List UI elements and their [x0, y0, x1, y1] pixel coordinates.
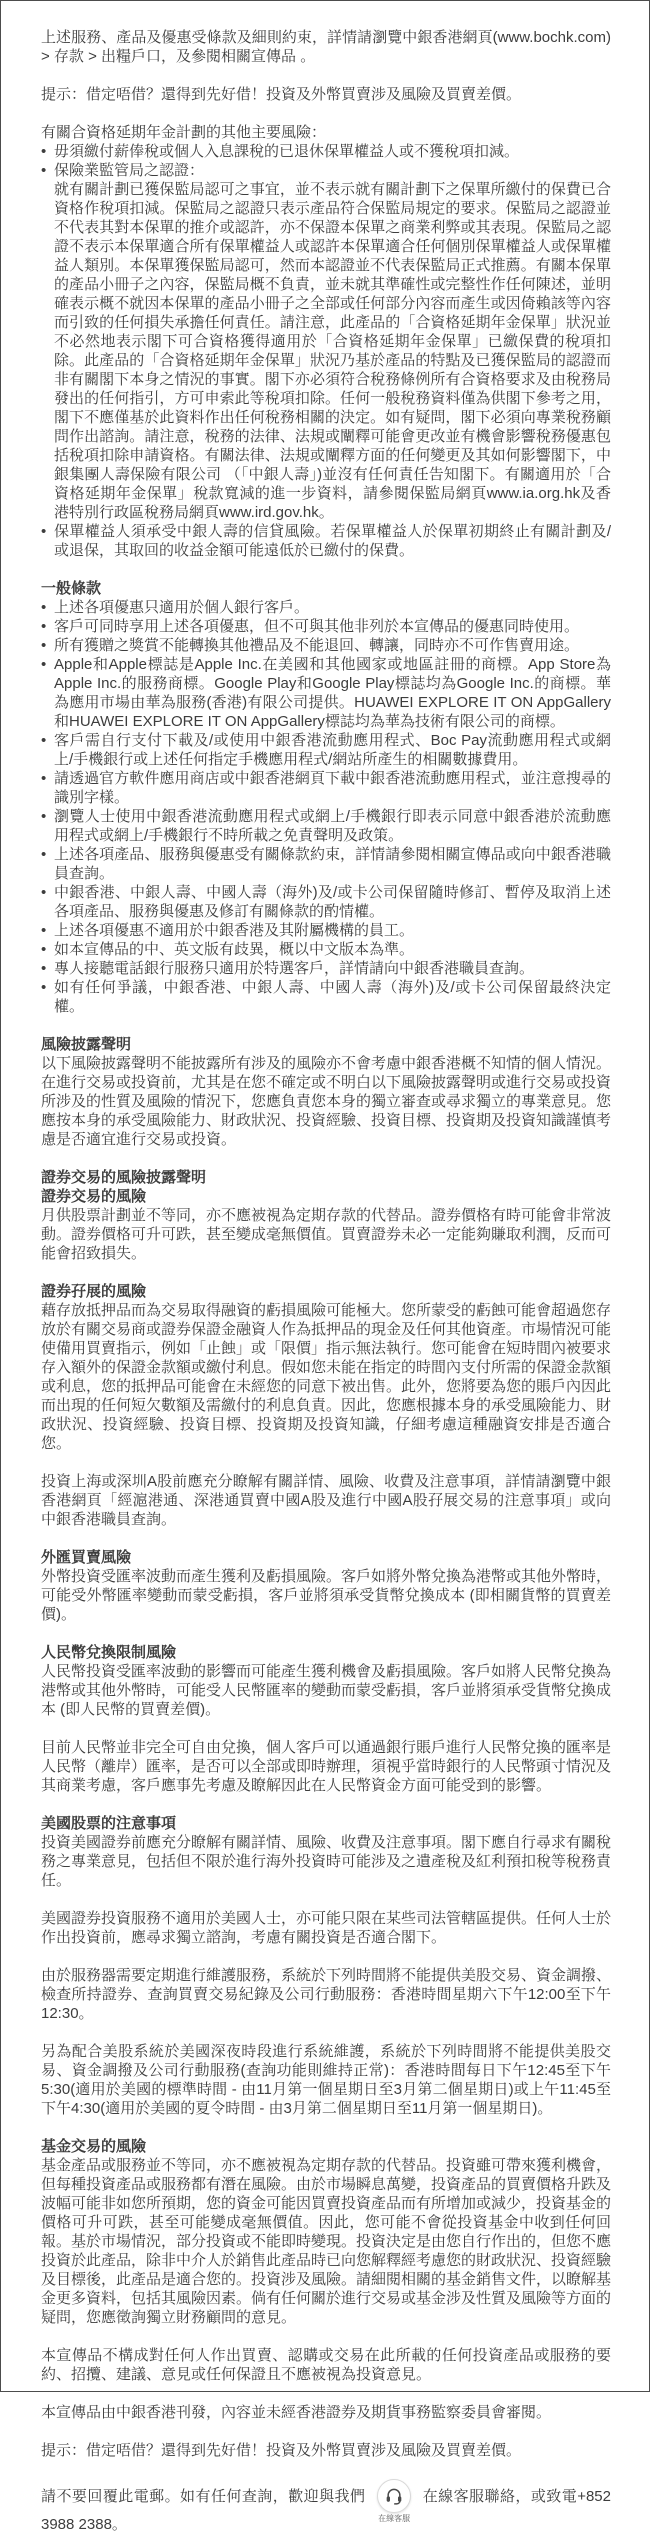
- list-item: [41, 807, 611, 845]
- margin-trading-risk-heading: 證券孖展的風險: [41, 1283, 147, 1300]
- list-item: [41, 978, 611, 1016]
- credit-risk-note: 保單權益人須承受中銀人壽的信貸風險。若保單權益人於保單初期終止有關計劃及/或退保，其取回的收益金額可能遠低於已繳付的保費。: [54, 523, 611, 559]
- list-item: [41, 845, 611, 883]
- securities-trading-risk-heading: 證券交易的風險: [41, 1188, 147, 1205]
- borrow-reminder-top: 提示：借定唔借？還得到先好借！投資及外幣買賣涉及風險及買賣差價。: [41, 86, 522, 103]
- securities-risk-disclosure-heading: 證券交易的風險披露聲明: [41, 1169, 207, 1186]
- online-customer-service-button[interactable]: [376, 2479, 412, 2523]
- margin-trading-risk-body: 藉存放抵押品而為交易取得融資的虧損風險可能極大。您所蒙受的虧蝕可能會超過您存放於有關交易商或證券保證金融資人作為抵押品的現金及任何其他資產。市場情況可能使備用買賣指示，例如「止蝕」或「限價」指示無法執行。您可能會在短時間內被要求存入額外的保證金款額或繳付利息。假如您未能在指定的時間內支付所需的保證金款額或利息，您的抵押品可能會在未經您的同意下被出售。此外，您將要為您的賬戶內因此而出現的任何短欠數額及需繳付的利息負責。因此，您應根據本身的承受風險能力、財政狀況、投資經驗、投資目標、投資期及投資知識，仔細考慮這種融資安排是否適合您。: [41, 1302, 612, 1452]
- us-stocks-notes-heading: 美國股票的注意事項: [41, 1815, 177, 1832]
- general-term-text: 瀏覽人士使用中銀香港流動應用程式或網上/手機銀行即表示同意中銀香港於流動應用程式或網上/手機銀行不時所載之免責聲明及政策。: [54, 808, 611, 844]
- us-stocks-maintenance-note-1: 由於服務器需要定期進行維護服務，系統於下列時間將不能提供美股交易、資金調撥、檢查所持證券、查詢買賣交易紀錄及公司行動服務：香港時間星期六下午12:00至下午12:30。: [41, 1967, 612, 2022]
- risk-disclosure-body: 以下風險披露聲明不能披露所有涉及的風險亦不會考慮中銀香港概不知情的個人情況。在進行交易或投資前，尤其是在您不確定或不明白以下風險披露聲明或進行交易或投資所涉及的性質及風險的情況下，您應負責您本身的獨立審查或尋求獨立的專業意見。您應按本身的承受風險能力、財政狀況、投資經驗、投資目標、投資期及投資知識謹慎考慮是否適宜進行交易或投資。: [41, 1055, 612, 1148]
- annuity-risk-tax-note: 毋須繳付薪俸稅或個人入息課稅的已退休保單權益人或不獲稅項扣減。: [54, 143, 520, 160]
- list-item: [41, 522, 611, 560]
- borrow-reminder-bottom: 提示：借定唔借？還得到先好借！投資及外幣買賣涉及風險及買賣差價。: [41, 2442, 522, 2459]
- general-term-text: 請透過官方軟件應用商店或中銀香港網頁下載中銀香港流動應用程式，並注意搜尋的識別字樣。: [54, 770, 611, 806]
- risk-disclosure-heading: 風險披露聲明: [41, 1036, 132, 1053]
- a-share-investment-note: 投資上海或深圳A股前應充分瞭解有關詳情、風險、收費及注意事項，詳情請瀏覽中銀香港網頁「經滬港通、深港通買賣中國A股及進行中國A股孖展交易的注意事項」或向中銀香港職員查詢。: [41, 1473, 611, 1528]
- us-stocks-maintenance-note-2: 另為配合美股系統於美國深夜時段進行系統維護，系統於下列時間將不能提供美股交易、資金調撥及公司行動服務(查詢功能則維持正常)：香港時間每日下午12:45至下午5:30(適用於美國的標準時間 - 由11月第一個星期日至3月第二個星期日)或上午11:45至下午4:30(適用於美國的夏令時間 - 由3月第二個星期日至11月第一個星期日)。: [41, 2043, 611, 2117]
- annuity-risks-heading: 有關合資格延期年金計劃的其他主要風險：: [41, 124, 327, 141]
- no-offer-disclaimer: 本宣傳品不構成對任何人作出買賣、認購或交易在此所載的任何投資產品或服務的要約、招攬、建議、意見或任何保證且不應被視為投資意見。: [41, 2347, 611, 2383]
- general-term-text: 上述各項產品、服務與優惠受有關條款約束，詳情請參閱相關宣傳品或向中銀香港職員查詢。: [54, 846, 611, 882]
- list-item: [41, 731, 611, 769]
- us-stocks-note-2: 美國證券投資服務不適用於美國人士，亦可能只限在某些司法管轄區提供。任何人士於作出投資前，應尋求獨立諮詢，考慮有關投資是否適合閣下。: [41, 1910, 612, 1946]
- list-item: [41, 142, 611, 161]
- rmb-conversion-risk-body-2: 目前人民幣並非完全可自由兌換，個人客戶可以通過銀行賬戶進行人民幣兌換的匯率是人民幣（離岸）匯率，是否可以全部或即時辦理，須視乎當時銀行的人民幣頭寸情況及其商業考慮，客戶應事先考慮及瞭解因此在人民幣資金方面可能受到的影響。: [41, 1739, 612, 1794]
- headset-icon: [377, 2479, 411, 2513]
- rmb-conversion-risk-heading: 人民幣兌換限制風險: [41, 1644, 177, 1661]
- general-term-text: 上述各項優惠只適用於個人銀行客戶。: [54, 599, 310, 616]
- sfc-disclaimer: 本宣傳品由中銀香港刊發，內容並未經香港證券及期貨事務監察委員會審閱。: [41, 2404, 552, 2421]
- securities-trading-risk-body: 月供股票計劃並不等同，亦不應被視為定期存款的代替品。證券價格有時可能會非常波動。證券價格可升可跌，甚至變成毫無價值。買賣證券未必一定能夠賺取利潤，反而可能會招致損失。: [41, 1207, 612, 1262]
- contact-footer: [41, 2479, 611, 2534]
- list-item: [41, 769, 611, 807]
- intro-paragraph: 上述服務、產品及優惠受條款及細則約束，詳情請瀏覽中銀香港網頁(www.bochk.com) > 存款 > 出糧戶口，及參閱相關宣傳品 。: [41, 29, 611, 65]
- general-terms-list: [41, 598, 611, 1016]
- general-terms-heading: 一般條款: [41, 580, 102, 597]
- fx-trading-risk-body: 外幣投資受匯率波動而產生獲利及虧損風險。客戶如將外幣兌換為港幣或其他外幣時，可能受外幣匯率變動而蒙受虧損，客戶並將須承受貨幣兌換成本 (即相關貨幣的買賣差價)。: [41, 1568, 612, 1623]
- general-term-text: 客戶可同時享用上述各項優惠，但不可與其他非列於本宣傳品的優惠同時使用。: [54, 618, 580, 635]
- list-item: [41, 655, 611, 731]
- rmb-conversion-risk-body-1: 人民幣投資受匯率波動的影響而可能產生獲利機會及虧損風險。客戶如將人民幣兌換為港幣或其他外幣時，可能受人民幣匯率的變動而蒙受虧損，客戶並將須承受貨幣兌換成本 (即人民幣的買賣差價)。: [41, 1663, 612, 1718]
- list-item: [41, 617, 611, 636]
- us-stocks-note-1: 投資美國證券前應充分瞭解有關詳情、風險、收費及注意事項。閣下應自行尋求有關稅務之專業意見，包括但不限於進行海外投資時可能涉及之遺產稅及紅利預扣稅等稅務責任。: [41, 1834, 612, 1889]
- fund-trading-risk-heading: 基金交易的風險: [41, 2138, 147, 2155]
- general-term-text: 如有任何爭議，中銀香港、中銀人壽、中國人壽（海外)及/或卡公司保留最終決定權。: [54, 979, 611, 1015]
- fund-trading-risk-body: 基金產品或服務並不等同，亦不應被視為定期存款的代替品。投資雖可帶來獲利機會，但每種投資產品或服務都有潛在風險。由於市場瞬息萬變，投資產品的買賣價格升跌及波幅可能非如您所預期，您的資金可能因買賣投資產品而有所增加或減少，投資基金的價格可升可跌，甚至可能變成毫無價值。因此，您可能不會從投資基金中收到任何回報。基於市場情況，部分投資或不能即時變現。投資決定是由您自行作出的，但您不應投資於此產品，除非中介人於銷售此產品時已向您解釋經考慮您的財政狀況、投資經驗及目標後，此產品是適合您的。投資涉及風險。請細閱相關的基金銷售文件，以瞭解基金更多資料，包括其風險因素。倘有任何關於進行交易或基金涉及性質及風險等方面的疑問，您應徵詢獨立財務顧問的意見。: [41, 2157, 612, 2326]
- footer-text-after-icon: 在線客服聯絡，或致電+852 3988 2388。: [41, 2487, 611, 2533]
- list-item: [41, 161, 611, 522]
- footer-text-before-icon: 請不要回覆此電郵。如有任何查詢，歡迎與我們: [41, 2487, 366, 2505]
- general-term-text: 如本宣傳品的中、英文版有歧異，概以中文版本為準。: [54, 941, 415, 958]
- list-item: [41, 598, 611, 617]
- list-item: [41, 959, 611, 978]
- fx-trading-risk-heading: 外匯買賣風險: [41, 1549, 132, 1566]
- list-item: [41, 883, 611, 921]
- general-term-text: Apple和Apple標誌是Apple Inc.在美國和其他國家或地區註冊的商標。App Store為Apple Inc.的服務商標。Google Play和Google Play標誌均為Google Inc.的商標。華為應用市場由華為服務(香港)有限公司提供。HUAWEI EXPLORE IT ON AppGallery和HUAWEI EXPLORE IT ON AppGallery標誌均為華為技術有限公司的商標。: [54, 656, 611, 730]
- general-term-text: 所有獲贈之獎賞不能轉換其他禮品及不能退回、轉讓，同時亦不可作售賣用途。: [54, 637, 580, 654]
- general-term-text: 專人接聽電話銀行服務只適用於特選客戶，詳情請向中銀香港職員查詢。: [54, 960, 535, 977]
- headset-icon-caption: 在線客服: [378, 2514, 411, 2523]
- general-term-text: 客戶需自行支付下載及/或使用中銀香港流動應用程式、Boc Pay流動應用程式或網上/手機銀行或上述任何指定手機應用程式/網站所產生的相關數據費用。: [54, 732, 611, 768]
- general-term-text: 中銀香港、中銀人壽、中國人壽（海外)及/或卡公司保留隨時修訂、暫停及取消上述各項產品、服務與優惠及修訂有關條款的酌情權。: [54, 884, 611, 920]
- annuity-risk-list: [41, 142, 611, 560]
- general-term-text: 上述各項優惠不適用於中銀香港及其附屬機構的員工。: [54, 922, 415, 939]
- list-item: [41, 921, 611, 940]
- list-item: [41, 940, 611, 959]
- ia-certification-title: • 保險業監管局之認證：: [54, 162, 205, 179]
- ia-certification-body: 就有關計劃已獲保監局認可之事宜，並不表示就有關計劃下之保單所繳付的保費已合資格作稅項扣減。保監局之認證只表示產品符合保監局規定的要求。保監局之認證並不代表其對本保單的推介或認許，亦不保證本保單之商業利弊或其表現。保監局之認證不表示本保單適合所有保單權益人或認許本保單適合任何個別保單權益人或保單權益人類別。本保單獲保監局認可，然而本認證並不代表保監局正式推薦。有關本保單的產品小冊子之內容，保監局概不負責，並未就其準確性或完整性作任何陳述，並明確表示概不就因本保單的產品小冊子之全部或任何部分內容而產生或因倚賴該等內容而引致的任何損失承擔任何責任。請注意，此產品的「合資格延期年金保單」狀況並不必然地表示閣下可合資格獲得適用於「合資格延期年金保單」已繳保費的稅項扣除。此產品的「合資格延期年金保單」狀況乃基於產品的特點及已獲保監局的認證而非有關閣下本身之情況的事實。閣下亦必須符合稅務條例所有合資格要求及由稅務局發出的任何指引，方可申索此等稅項扣除。任何一般稅務資料僅為供閣下參考之用，閣下不應僅基於此資料作出任何稅務相關的決定。如有疑問，閣下必須向專業稅務顧問作出諮詢。請注意，稅務的法律、法規或闡釋可能會更改並有機會影響稅務優惠包括稅項扣除申請資格。有關法律、法規或闡釋方面的任何變更及其如何影響閣下，中銀集團人壽保險有限公司 （「中銀人壽」)並沒有任何責任告知閣下。有關適用於「合資格延期年金保單」稅款寬減的進一步資料，請參閱保監局網頁www.ia.org.hk及香港特別行政區稅務局網頁www.ird.gov.hk。: [54, 181, 611, 521]
- list-item: [41, 636, 611, 655]
